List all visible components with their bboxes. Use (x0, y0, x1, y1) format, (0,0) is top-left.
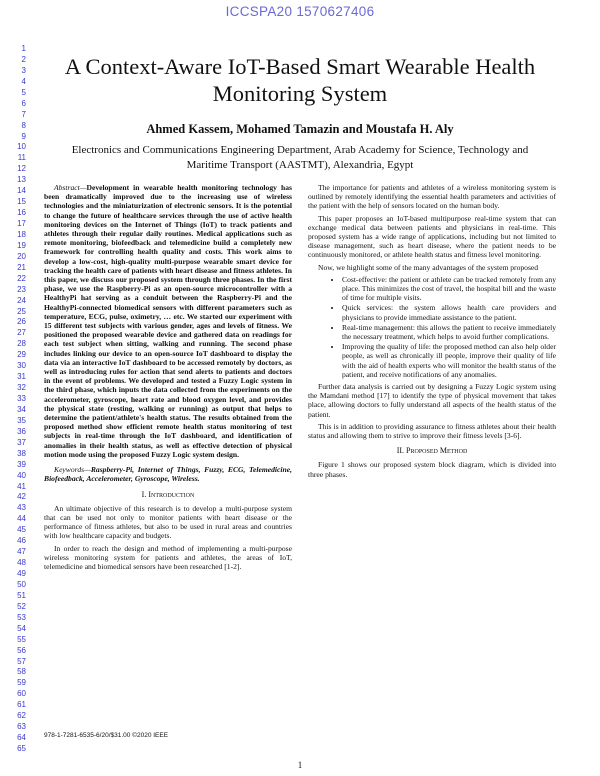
line-number: 25 (17, 306, 26, 316)
line-number: 63 (17, 722, 26, 732)
line-number: 46 (17, 536, 26, 546)
line-number: 12 (17, 164, 26, 174)
page-number: 1 (297, 760, 303, 770)
line-number: 24 (17, 295, 26, 305)
line-number: 52 (17, 601, 26, 611)
list-item: • Cost-effective: the patient or athlete can be tracked remotely from any place. This minimizes the cost of travel, the hospital bill and the waste of time for multiple visits. (342, 275, 556, 303)
line-number: 44 (17, 514, 26, 524)
line-number: 27 (17, 328, 26, 338)
line-number: 7 (21, 109, 26, 119)
line-number: 56 (17, 645, 26, 655)
line-number: 53 (17, 612, 26, 622)
advantages-list (308, 275, 556, 379)
line-number: 45 (17, 525, 26, 535)
line-number-gutter (8, 44, 26, 755)
line-number: 43 (17, 503, 26, 513)
line-number: 58 (17, 667, 26, 677)
line-number: 38 (17, 448, 26, 458)
paragraph: In order to reach the design and method of implementing a multi-purpose wireless monitoring system for patients and athletes, the areas of IoT, telemedicine and biomedical sensors have been researched [1-2]. (44, 543, 292, 571)
list-item: • Real-time management: this allows the patient to receive immediately the necessary treatment, which helps to avoid further complications. (342, 323, 556, 341)
abstract (44, 183, 292, 459)
line-number: 36 (17, 426, 26, 436)
line-number: 55 (17, 634, 26, 644)
line-number: 15 (17, 197, 26, 207)
line-number: 39 (17, 459, 26, 469)
right-column (308, 183, 556, 482)
paper-authors: Ahmed Kassem, Mohamed Tamazin and Moustafa H. Aly (146, 122, 454, 136)
line-number: 4 (21, 76, 26, 86)
keywords (44, 465, 292, 483)
left-column (44, 183, 292, 574)
line-number: 14 (17, 186, 26, 196)
paragraph: This is in addition to providing assurance to fitness athletes about their health status and allowing them to strive to improve their fitness levels [3-6]. (308, 421, 556, 441)
line-number: 35 (17, 415, 26, 425)
list-item: • Improving the quality of life: the proposed method can also help older people, as well as chronically ill people, improve their quality of life with the aid of health experts who will monitor the health status of the patient, and receive notifications of any anomalies. (342, 342, 556, 379)
paragraph: Figure 1 shows our proposed system block diagram, which is divided into three phases. (308, 460, 556, 479)
line-number: 62 (17, 711, 26, 721)
line-number: 18 (17, 229, 26, 239)
line-number: 13 (17, 175, 26, 185)
line-number: 28 (17, 339, 26, 349)
line-number: 26 (17, 317, 26, 327)
line-number: 64 (17, 733, 26, 743)
paragraph: Now, we highlight some of the many advantages of the system proposed (318, 262, 539, 272)
line-number: 50 (17, 579, 26, 589)
line-number: 42 (17, 492, 26, 502)
line-number: 16 (17, 208, 26, 218)
line-number: 11 (17, 153, 26, 163)
line-number: 61 (17, 700, 26, 710)
line-number: 17 (17, 219, 26, 228)
list-item: • Quick services: the system allows health care providers and physicians to provide immediate assistance to the patient. (342, 303, 556, 321)
line-number: 22 (17, 273, 26, 283)
abstract-lead: Abstract— (54, 183, 87, 192)
line-number: 30 (17, 361, 26, 371)
line-number: 9 (21, 131, 26, 141)
paper-id-header: ICCSPA20 1570627406 (225, 4, 375, 19)
line-number: 2 (21, 54, 26, 64)
line-number: 10 (17, 142, 26, 152)
line-number: 6 (21, 98, 26, 108)
line-number: 41 (17, 481, 26, 491)
line-number: 34 (17, 404, 26, 414)
line-number: 1 (21, 44, 26, 53)
line-number: 3 (21, 65, 26, 75)
paragraph: An ultimate objective of this research is to develop a multi-purpose system that can be used not only to monitor patients with heart disease or the performance of fitness athletes, but also to be used in rural areas and countries with low healthcare capacity and budgets. (44, 503, 292, 541)
line-number: 5 (21, 87, 26, 97)
section-heading-proposed-method: II. Proposed Method (396, 446, 468, 456)
line-number: 33 (17, 394, 26, 403)
line-number: 37 (17, 437, 26, 447)
line-number: 47 (17, 547, 26, 557)
line-number: 21 (17, 262, 26, 272)
line-number: 31 (17, 372, 26, 382)
paragraph: This paper proposes an IoT-based multipurpose real-time system that can exchange medical data between patients and physicians in real-time. This proposed system has a wide range of applications, including but not limited to disease management, such as heart disease, where the patient needs to be continuously monitored, or athlete health status and fitness level monitoring. (308, 213, 556, 260)
paper-affiliation: Electronics and Communications Engineering Department, Arab Academy for Science, Technology and Maritime Transport (AASTMT), Alexandria, Egypt (71, 144, 529, 171)
line-number: 23 (17, 284, 26, 294)
abstract-text: Development in wearable health monitoring technology has been dramatically improved due to the increasing use of wireless technologies and the miniaturization of electronic sensors. It is the potential to change the future of healthcare services through the use of active health monitoring devices on the Internet of Things (IoT) to track patients and athletes through their regular daily routines. Medical applications such as remote monitoring, biofeedback and telemedicine build a completely new framework for controlling health quality and costs. This work aims to develop a low-cost, high-quality multi-purpose wearable smart device for tracking the health care of patients with heart disease and fitness athletes. In this paper, we discuss our proposed system through three phases. In the first phase, we use the Raspberry-Pi as an open-source microcontroller with a HealthyPi hat serving as a conduit between the Raspberry-Pi and the HealthyPi-connected biomedical sensors with different parameters such as temperature, ECG, pulse, oximetry, … etc. We started our experiment with 15 different test subjects with various gender, ages and levels of fitness. We positioned the proposed wearable device and gathered data on readings for each test subject when sitting, walking and running. The second phase includes linking our device to an open-source IoT dashboard to display the data via an interactive IoT dashboard to be accessed remotely by doctors, as well as introducing rules for action that send alerts to patients and doctors in the event of problems. We developed and tested a Fuzzy Logic system in the third phase, which inputs the data collected from the experiments on the accelerometer, gyroscope, heart rate and blood oxygen level, and provides the physical state (resting, walking or running) as output that helps to determine the patient/athlete's health status. The results obtained from the proposed method show efficient remote health status monitoring of test subjects in real-time through the IoT dashboard, and identification of anomalies in their health status, as well as effective detection of physical motion mode using the proposed Fuzzy Logic system design. (44, 183, 292, 459)
line-number: 32 (17, 383, 26, 393)
line-number: 60 (17, 689, 26, 699)
keywords-text: Raspberry-Pi, Internet of Things, Fuzzy, ECG, Telemedicine, Biofeedback, Accelerometer, Gyroscope, Wireless. (44, 465, 292, 484)
line-number: 51 (17, 590, 26, 600)
line-number: 40 (17, 470, 26, 480)
line-number: 57 (17, 656, 26, 666)
line-number: 29 (17, 350, 26, 360)
paragraph: The importance for patients and athletes of a wireless monitoring system is outlined by remotely identifying the essential health parameters and activities of the patient with the help of sensors located on the human body. (308, 183, 556, 211)
paper-title: A Context-Aware IoT-Based Smart Wearable Health Monitoring System (64, 54, 536, 106)
line-number: 48 (17, 558, 26, 568)
paragraph: Further data analysis is carried out by designing a Fuzzy Logic system using the Mamdani method [17] to identify the type of physical movement that takes place, allowing doctors to fully understand all aspects of the health status of the patient. (308, 382, 556, 419)
keywords-lead: Keywords— (54, 465, 91, 475)
copyright-notice: 978-1-7281-6535-6/20/$31.00 ©2020 IEEE (44, 732, 169, 739)
line-number: 59 (17, 678, 26, 688)
line-number: 65 (17, 744, 26, 753)
line-number: 49 (17, 569, 26, 578)
line-number: 20 (17, 251, 26, 261)
line-number: 8 (21, 120, 26, 130)
line-number: 54 (17, 623, 26, 633)
section-heading-introduction: I. Introduction (141, 489, 195, 499)
line-number: 19 (17, 240, 26, 250)
